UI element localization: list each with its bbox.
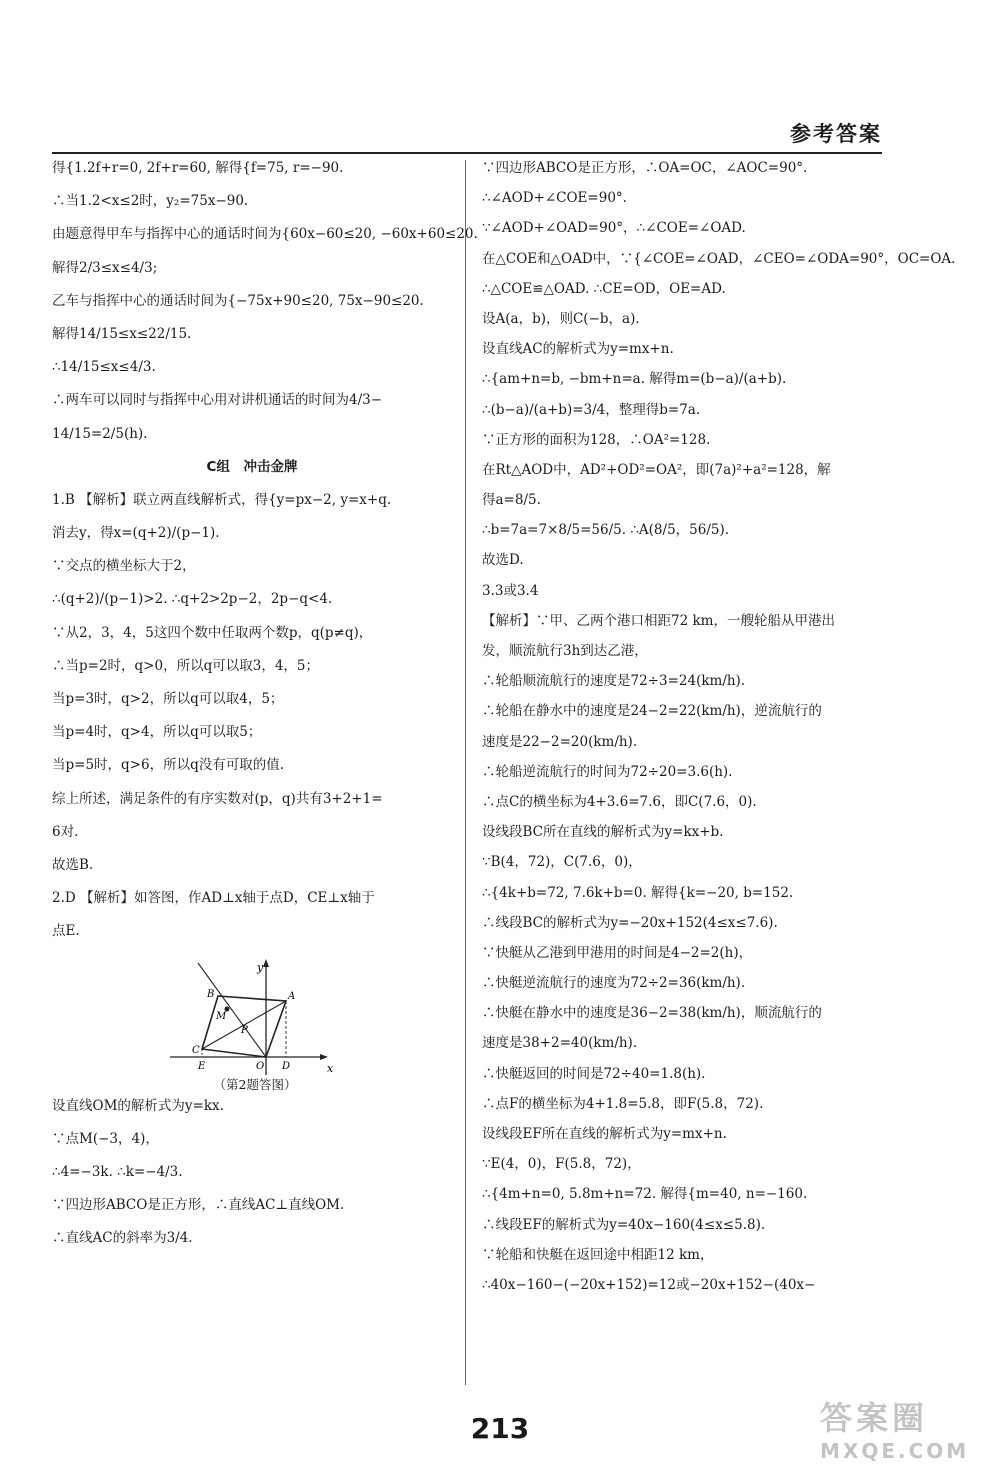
text-line: 设直线OM的解析式为y=kx. [52,1097,224,1114]
text-line: ∵从2，3，4，5这四个数中任取两个数p，q(p≠q)， [52,624,373,641]
text-line: ∵正方形的面积为128，∴OA²=128. [482,431,711,448]
text-line: 解得14/15≤x≤22/15. [52,325,192,342]
text-line: 速度是38+2=40(km/h). [482,1035,638,1052]
text-line: ∴线段BC的解析式为y=−20x+152(4≤x≤7.6). [482,914,778,931]
text-line: 当p=4时，q>4，所以q可以取5； [52,724,262,741]
text-line: 综上所述，满足条件的有序实数对(p，q)共有3+2+1= [52,790,383,807]
figure-caption: （第2题答图） [213,1076,297,1092]
label-C: C [192,1044,200,1056]
text-line: ∴线段EF的解析式为y=40x−160(4≤x≤5.8). [482,1216,766,1233]
text-line: 2.D 【解析】如答图，作AD⊥x轴于点D，CE⊥x轴于 [52,890,375,907]
text-line: 1.B 【解析】联立两直线解析式，得{y=px−2, y=x+q. [52,491,392,508]
header-rule [52,152,882,154]
text-line: 故选B. [52,856,94,873]
page-number: 213 [470,1412,530,1445]
text-line: 设线段BC所在直线的解析式为y=kx+b. [482,824,724,841]
text-line: C组 冲击金牌 [206,458,298,475]
text-line: ∴△COE≌△OAD. ∴CE=OD，OE=AD. [482,280,726,297]
line-OM [198,960,266,1057]
label-O: O [256,1060,265,1072]
text-line: ∴(q+2)/(p−1)>2. ∴q+2>2p−2，2p−q<4. [52,591,333,608]
watermark-logo [820,1393,980,1463]
text-line: ∴(b−a)/(a+b)=3/4，整理得b=7a. [482,401,701,418]
text-line: 得{1.2f+r=0, 2f+r=60, 解得{f=75, r=−90. [52,160,344,176]
text-line: ∴4=−3k. ∴k=−4/3. [52,1163,183,1180]
text-line: 由题意得甲车与指挥中心的通话时间为{60x−60≤20, −60x+60≤20. [52,226,478,243]
label-y: y [257,960,264,974]
left-column [52,160,478,1263]
column-divider [465,160,466,1385]
text-line: ∵点M(−3，4)， [52,1130,159,1147]
text-line: 得a=8/5. [482,492,541,509]
text-line: ∴轮船在静水中的速度是24−2=22(km/h)，逆流航行的 [482,703,822,720]
label-D: D [282,1060,291,1072]
text-line: ∵快艇从乙港到甲港用的时间是4−2=2(h)， [482,944,753,961]
x-axis-arrow [320,1054,328,1060]
label-x: x [327,1061,334,1075]
figure-question-2 [170,957,340,1092]
text-line: ∴{4m+n=0, 5.8m+n=72. 解得{m=40, n=−160. [482,1186,808,1203]
text-line: ∴∠AOD+∠COE=90°. [482,190,627,207]
text-line: 消去y，得x=(q+2)/(p−1). [52,525,220,542]
text-line: 在△COE和△OAD中，∵{∠COE=∠OAD，∠CEO=∠ODA=90°，OC=OA. [482,250,956,267]
text-line: ∴快艇返回的时间是72÷40=1.8(h). [482,1065,706,1082]
text-line: ∵E(4，0)，F(5.8，72)， [482,1156,641,1173]
watermark-url: MXQE.COM [820,1439,970,1463]
text-line: 当p=5时，q>6，所以q没有可取的值. [52,757,285,774]
text-line: ∵B(4，72)，C(7.6，0)， [482,854,642,871]
text-line: ∴两车可以同时与指挥中心用对讲机通话的时间为4/3− [52,392,383,409]
label-A: A [288,990,296,1002]
text-line: ∴{4k+b=72, 7.6k+b=0. 解得{k=−20, b=152. [482,884,794,901]
y-axis-arrow [263,959,269,967]
text-line: ∵轮船和快艇在返回途中相距12 km， [482,1246,714,1263]
text-line: ∴直线AC的斜率为3/4. [52,1230,193,1247]
text-line: ∴当1.2<x≤2时，y₂=75x−90. [52,193,249,210]
text-line: ∵四边形ABCO是正方形，∴直线AC⊥直线OM. [52,1197,345,1214]
text-line: ∴快艇逆流航行的速度为72÷2=36(km/h). [482,975,746,992]
text-line: 设A(a，b)，则C(−b，a). [482,310,640,327]
watermark-text: 答案圈 [820,1399,929,1437]
text-line: ∴快艇在静水中的速度是36−2=38(km/h)，顺流航行的 [482,1005,822,1022]
text-line: 6对. [52,823,79,840]
text-line: 乙车与指挥中心的通话时间为{−75x+90≤20, 75x−90≤20. [52,292,424,309]
text-line: 发，顺流航行3h到达乙港， [482,643,648,659]
text-line: ∴40x−160−(−20x+152)=12或−20x+152−(40x− [482,1276,816,1293]
text-line: 速度是22−2=20(km/h). [482,733,638,750]
text-line: ∵四边形ABCO是正方形，∴OA=OC，∠AOC=90°. [482,160,808,176]
text-line: ∴点F的横坐标为4+1.8=5.8，即F(5.8，72). [482,1095,764,1112]
text-line: ∴14/15≤x≤4/3. [52,359,156,376]
text-line: 点E. [52,923,80,940]
text-line: 14/15=2/5(h). [52,425,148,442]
right-column [482,160,956,1307]
text-line: 设直线AC的解析式为y=mx+n. [482,341,674,358]
text-line: 当p=3时，q>2，所以q可以取4，5； [52,691,284,707]
text-line: ∴{am+n=b, −bm+n=a. 解得m=(b−a)/(a+b). [482,371,787,388]
left-column-lines [52,160,478,940]
header-title: 参考答案 [790,122,882,146]
text-line: ∴b=7a=7×8/5=56/5. ∴A(8/5，56/5). [482,522,730,539]
text-line: 故选D. [482,552,524,569]
text-line: 设线段EF所在直线的解析式为y=mx+n. [482,1126,727,1142]
label-B: B [207,988,215,1000]
text-line: ∵∠AOD+∠OAD=90°，∴∠COE=∠OAD. [482,220,746,237]
label-E: E [198,1060,206,1072]
text-line: 解得2/3≤x≤4/3; [52,259,158,276]
text-line: 【解析】∵甲、乙两个港口相距72 km，一艘轮船从甲港出 [482,612,835,629]
text-line: ∴轮船逆流航行的时间为72÷20=3.6(h). [482,763,733,780]
text-line: ∴轮船顺流航行的速度是72÷3=24(km/h). [482,673,746,690]
label-P: P [241,1024,248,1036]
text-line: 3.3或3.4 [482,582,539,599]
text-line: 在Rt△AOD中，AD²+OD²=OA²，即(7a)²+a²=128，解 [482,461,831,478]
text-line: ∵交点的横坐标大于2， [52,558,196,575]
text-line: ∴当p=2时，q>0，所以q可以取3，4，5； [52,657,319,674]
coordinate-figure [170,957,340,1077]
label-M: M [216,1010,227,1022]
right-column-lines [482,160,956,1293]
left-column-lines-after [52,1098,452,1247]
page-header [0,118,1000,148]
text-line: ∴点C的横坐标为4+3.6=7.6，即C(7.6，0). [482,793,757,810]
